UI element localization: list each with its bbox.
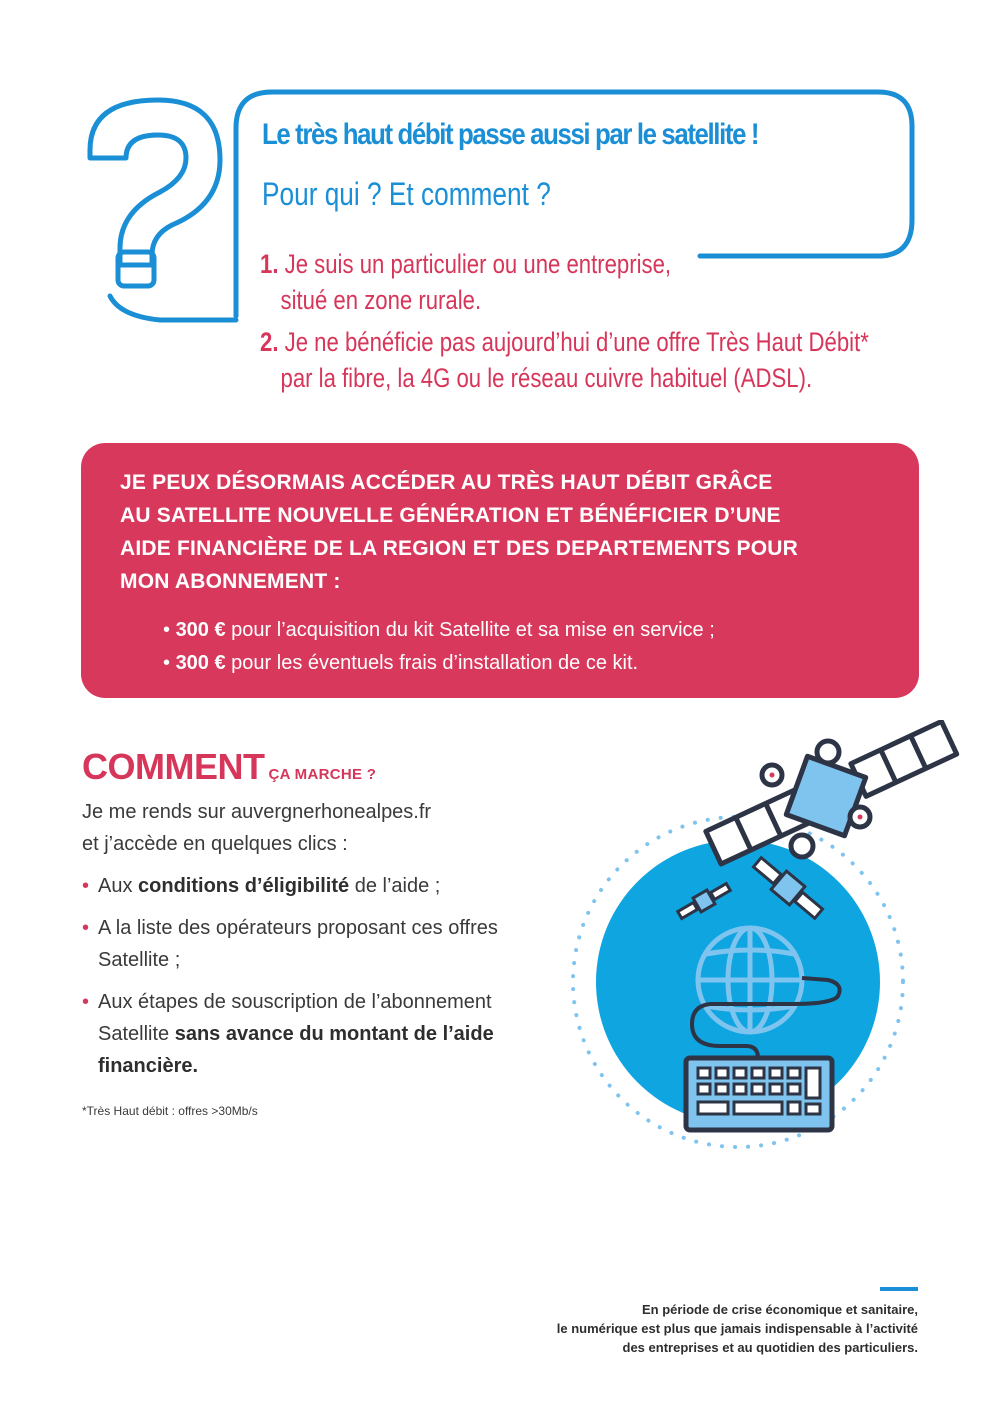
- banner-headline-line: JE PEUX DÉSORMAIS ACCÉDER AU TRÈS HAUT DÉBIT GRÂCE: [120, 471, 773, 494]
- list-item: • A la liste des opérateurs proposant ces offres Satellite ;: [82, 917, 498, 971]
- aid-text: pour les éventuels frais d’installation de ce kit.: [225, 652, 639, 674]
- condition-item-1: [260, 246, 671, 318]
- aid-item: • 300 € pour les éventuels frais d’installation de ce kit.: [163, 652, 639, 674]
- footnote: *Très Haut débit : offres >30Mb/s: [82, 1104, 258, 1118]
- section-title-main: COMMENT: [82, 746, 265, 787]
- satellite-icon: [706, 721, 957, 864]
- intro-line: Je me rends sur auvergnerhonealpes.fr: [82, 801, 432, 823]
- section-title-sub: ÇA MARCHE ?: [268, 766, 377, 783]
- satellite-illustration: [560, 720, 960, 1170]
- condition-number: 2.: [260, 327, 279, 357]
- page-title: Le très haut débit passe aussi par le satellite !: [262, 118, 759, 151]
- condition-text-cont: situé en zone rurale.: [280, 285, 482, 315]
- list-item: • Aux étapes de souscription de l’abonnement Satellite sans avance du montant de l’aide financière.: [82, 991, 494, 1077]
- condition-number: 1.: [260, 249, 279, 279]
- banner-headline-line: AU SATELLITE NOUVELLE GÉNÉRATION ET BÉNÉFICIER D’UNE: [120, 504, 781, 527]
- keyboard-icon: [686, 1058, 832, 1130]
- tagline-line: des entreprises et au quotidien des particuliers.: [622, 1340, 918, 1355]
- accent-bar: [880, 1287, 918, 1291]
- tagline-line: le numérique est plus que jamais indispensable à l’activité: [556, 1321, 918, 1336]
- aid-amount: 300 €: [175, 619, 226, 641]
- section-title: [82, 746, 376, 788]
- intro-line: et j’accède en quelques clics :: [82, 833, 348, 855]
- page-subtitle: Pour qui ? Et comment ?: [262, 176, 551, 212]
- banner-headline-line: AIDE FINANCIÈRE DE LA REGION ET DES DEPARTEMENTS POUR: [120, 537, 798, 560]
- section-intro: [82, 796, 542, 860]
- footer-tagline: [498, 1300, 918, 1357]
- banner-headline: [120, 466, 910, 598]
- steps-list: [82, 870, 582, 1092]
- banner-headline-line: MON ABONNEMENT :: [120, 570, 341, 593]
- condition-text: Je ne bénéficie pas aujourd’hui d’une offre Très Haut Débit*: [284, 327, 869, 357]
- condition-text-cont: par la fibre, la 4G ou le réseau cuivre habituel (ADSL).: [280, 363, 813, 393]
- condition-text: Je suis un particulier ou une entreprise,: [284, 249, 672, 279]
- aid-list: [163, 614, 715, 680]
- condition-item-2: [260, 324, 869, 396]
- aid-item: • 300 € pour l’acquisition du kit Satellite et sa mise en service ;: [163, 619, 715, 641]
- aid-text: pour l’acquisition du kit Satellite et sa mise en service ;: [225, 619, 715, 641]
- list-item: • Aux conditions d’éligibilité de l’aide ;: [82, 875, 441, 897]
- tagline-line: En période de crise économique et sanitaire,: [642, 1302, 918, 1317]
- aid-amount: 300 €: [175, 652, 226, 674]
- globe-icon: [698, 928, 802, 1032]
